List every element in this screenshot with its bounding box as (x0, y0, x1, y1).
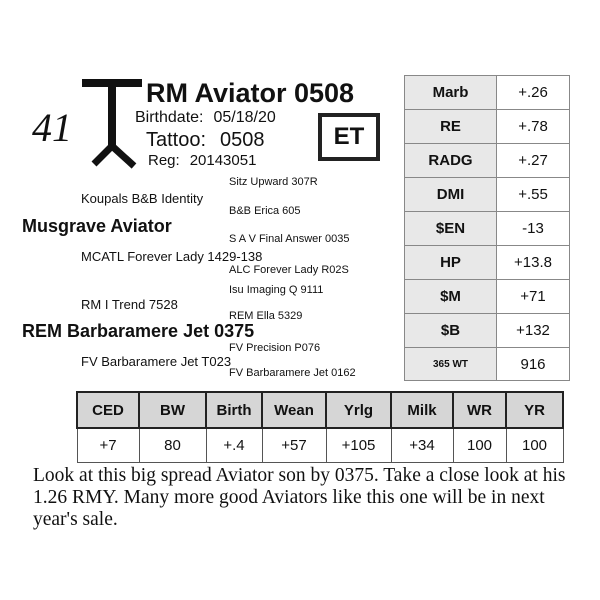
epd-label: DMI (405, 178, 497, 212)
epd-row (405, 348, 570, 381)
epd-label: HP (405, 246, 497, 280)
epd-value: +.55 (497, 178, 570, 212)
remarks-text: Look at this big spread Aviator son by 0375. Take a close look at his 1.26 RMY. Many more good Aviators like this one will be in next year's sale. (33, 465, 566, 530)
birthdate-label: Birthdate: (135, 109, 204, 126)
lot-number: 41 (32, 105, 72, 150)
epd-row (405, 178, 570, 212)
performance-header-cell: Milk (391, 392, 453, 428)
reg-value: 20143051 (189, 152, 257, 169)
performance-table (76, 391, 564, 463)
reg-line (148, 152, 256, 169)
epd-row (405, 110, 570, 144)
performance-value-cell: 100 (506, 428, 563, 463)
epd-row (405, 280, 570, 314)
pedigree-sire-dam: MCATL Forever Lady 1429-138 (81, 249, 263, 264)
performance-value-cell: 80 (139, 428, 206, 463)
performance-header-cell: YR (506, 392, 563, 428)
tattoo-value: 0508 (220, 129, 265, 151)
performance-header-cell: Wean (262, 392, 326, 428)
birthdate-value: 05/18/20 (213, 109, 276, 126)
pedigree-sire-dam-sire: S A V Final Answer 0035 (229, 233, 350, 245)
epd-label: Marb (405, 76, 497, 110)
pedigree-sire-sire-sire: Sitz Upward 307R (229, 176, 318, 188)
pedigree-dam: REM Barbaramere Jet 0375 (22, 321, 255, 341)
performance-value-cell: +7 (77, 428, 139, 463)
performance-value-cell: +.4 (206, 428, 262, 463)
epd-label: RE (405, 110, 497, 144)
epd-row (405, 76, 570, 110)
epd-row (405, 212, 570, 246)
performance-value-row (77, 428, 563, 463)
performance-value-cell: +105 (326, 428, 391, 463)
animal-name: RM Aviator 0508 (146, 78, 355, 108)
pedigree-dam-sire-sire: Isu Imaging Q 9111 (229, 284, 324, 296)
epd-row (405, 314, 570, 348)
pedigree-sire-sire: Koupals B&B Identity (81, 191, 204, 206)
pedigree-dam-sire-dam: REM Ella 5329 (229, 310, 303, 322)
epd-value: +.26 (497, 76, 570, 110)
epd-value: +71 (497, 280, 570, 314)
epd-row (405, 246, 570, 280)
reg-label: Reg: (148, 152, 180, 169)
epd-row (405, 144, 570, 178)
et-badge: ET (318, 113, 380, 161)
epd-table (404, 75, 570, 381)
tattoo-line (146, 129, 265, 152)
epd-value: +13.8 (497, 246, 570, 280)
pedigree-sire-dam-dam: ALC Forever Lady R02S (229, 264, 349, 276)
performance-header-cell: BW (139, 392, 206, 428)
pedigree-dam-dam: FV Barbaramere Jet T023 (81, 354, 232, 369)
performance-header-cell: WR (453, 392, 506, 428)
epd-label: $EN (405, 212, 497, 246)
epd-label: 365 WT (405, 348, 497, 381)
pedigree-dam-dam-sire: FV Precision P076 (229, 342, 321, 354)
performance-header-cell: Yrlg (326, 392, 391, 428)
pedigree-dam-dam-dam: FV Barbaramere Jet 0162 (229, 367, 356, 379)
pedigree-sire: Musgrave Aviator (22, 216, 172, 236)
epd-label: $M (405, 280, 497, 314)
performance-header-cell: Birth (206, 392, 262, 428)
epd-value: +132 (497, 314, 570, 348)
performance-header-row (77, 392, 563, 428)
performance-value-cell: 100 (453, 428, 506, 463)
pedigree-sire-sire-dam: B&B Erica 605 (229, 205, 301, 217)
epd-label: RADG (405, 144, 497, 178)
brand-mark-icon (72, 74, 144, 174)
epd-value: 916 (497, 348, 570, 381)
tattoo-label: Tattoo: (146, 129, 207, 151)
performance-value-cell: +57 (262, 428, 326, 463)
epd-label: $B (405, 314, 497, 348)
epd-value: +.27 (497, 144, 570, 178)
epd-value: +.78 (497, 110, 570, 144)
epd-value: -13 (497, 212, 570, 246)
pedigree-dam-sire: RM I Trend 7528 (81, 297, 178, 312)
performance-value-cell: +34 (391, 428, 453, 463)
performance-header-cell: CED (77, 392, 139, 428)
birthdate-line (135, 109, 276, 127)
